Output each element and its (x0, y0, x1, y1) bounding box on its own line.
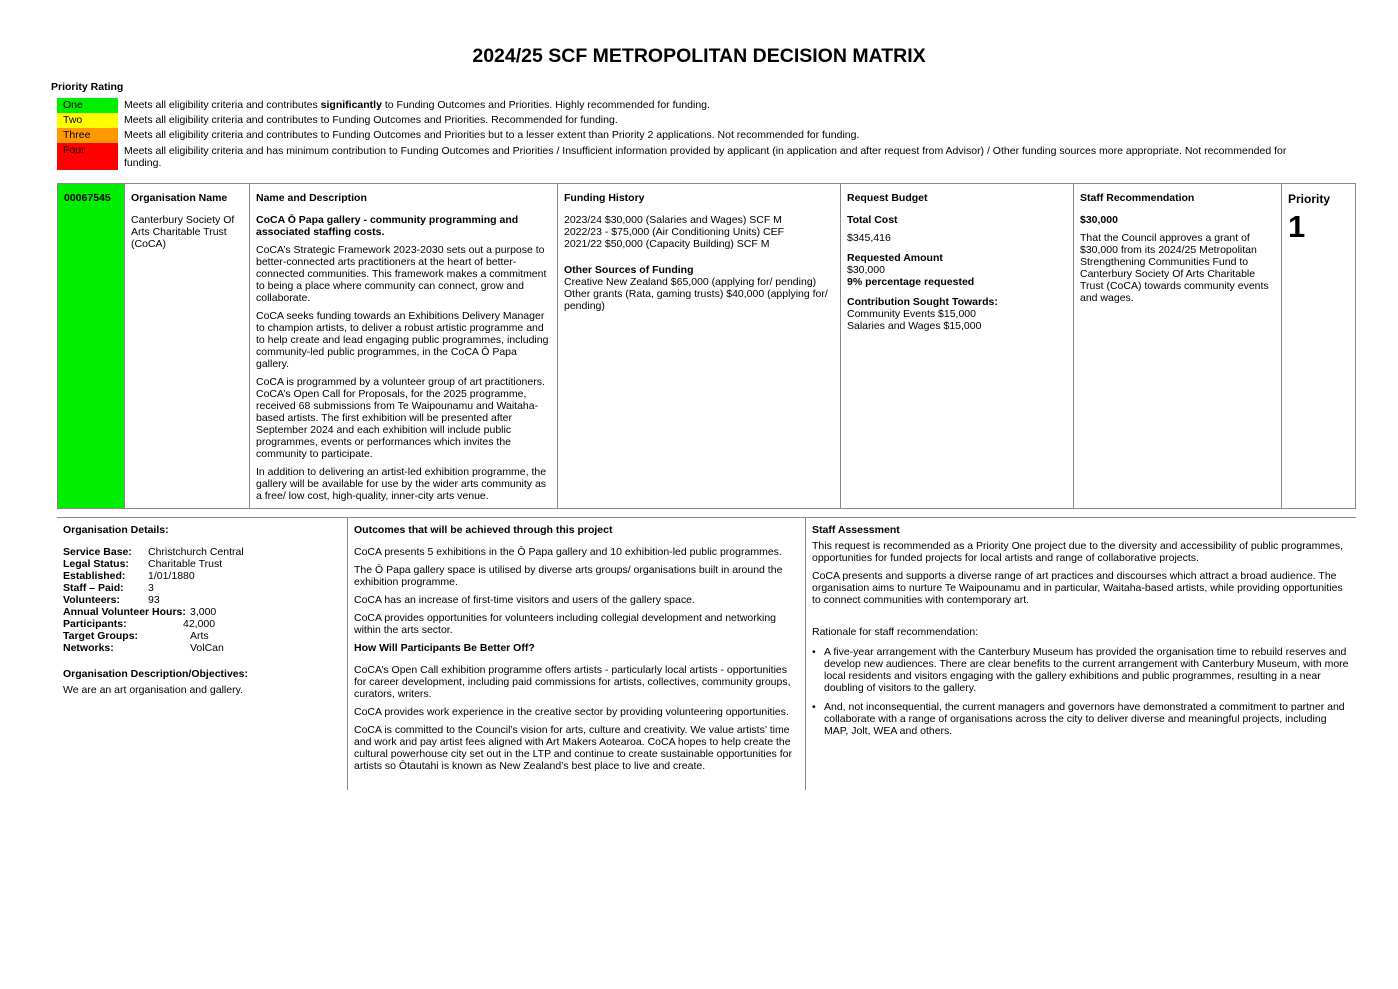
requested-amount-value: $30,000 (847, 264, 885, 276)
organisation-details-column (57, 518, 348, 790)
detail-label: Service Base: (63, 546, 132, 558)
detail-label: Volunteers: (63, 594, 120, 606)
other-source-item: Other grants (Rata, gaming trusts) $40,000 (applying for/ pending) (564, 288, 828, 312)
details-section (57, 518, 1356, 790)
project-title: CoCA Ō Papa gallery - community programming and associated staffing costs. (256, 214, 519, 238)
priority-cell (1282, 184, 1355, 508)
description-cell (250, 184, 558, 508)
priority-desc-four: Meets all eligibility criteria and has minimum contribution to Funding Outcomes and Priorities / Insufficient information provided by applicant (in application and after request from Advisor) / Other funding sources more appropriate. Not recommended for funding. (124, 145, 1287, 169)
outcome-item: CoCA provides opportunities for volunteers including collegial development and networking within the arts sector. (354, 612, 776, 636)
page-title: 2024/25 SCF METROPOLITAN DECISION MATRIX (472, 45, 926, 67)
detail-label: Established: (63, 570, 126, 582)
priority-value: 1 (1288, 209, 1306, 244)
detail-value: VolCan (190, 642, 224, 654)
funding-history-cell (558, 184, 841, 508)
assessment-paragraph: This request is recommended as a Priority One project due to the diversity and accessibility of public programmes, opportunities for funded projects for local artists and range of collaborative projects. (812, 540, 1344, 564)
detail-value: Charitable Trust (148, 558, 223, 570)
outcome-item: CoCA has an increase of first-time visitors and users of the gallery space. (354, 594, 695, 606)
participants-heading: How Will Participants Be Better Off? (354, 642, 535, 654)
participant-item: CoCA’s Open Call exhibition programme offers artists - particularly local artists - opportunities for career development, including paid commissions for artists, collectives, community groups, curators, writers. (354, 664, 791, 700)
contribution-item: Community Events $15,000 (847, 308, 976, 320)
rationale-item: • A five-year arrangement with the Canterbury Museum has provided the organisation time to rebuild reserves and develop new audiences. There are clear benefits to the current arrangement with Canterbury Museum, with more local residents and visitors engaging with the gallery exhibitions and public programmes, resulting in a near doubling of visitors to the gallery. (824, 646, 1350, 694)
detail-row (63, 606, 341, 618)
objectives-text: We are an art organisation and gallery. (63, 684, 243, 696)
detail-row (63, 594, 341, 606)
staff-recommendation-text: That the Council approves a grant of $30,000 from its 2024/25 Metropolitan Strengthening Communities Fund to Canterbury Society Of Arts Charitable Trust (CoCA) towards community events and wages. (1080, 232, 1269, 304)
percentage-requested: 9% percentage requested (847, 276, 975, 288)
detail-row (63, 642, 341, 654)
application-id-cell (58, 184, 125, 508)
detail-value: Christchurch Central (148, 546, 244, 558)
total-cost-value: $345,416 (847, 232, 891, 244)
staff-recommendation-cell (1074, 184, 1282, 508)
detail-label: Networks: (63, 642, 114, 654)
detail-value: 3 (148, 582, 154, 594)
rationale-item: • And, not inconsequential, the current managers and governors have demonstrated a commitment to partner and collaborate with a range of organisations across the city to deliver diverse and meaningful projects, including MAP, Jolt, WEA and others. (824, 701, 1350, 737)
description-heading: Name and Description (256, 192, 367, 204)
detail-row (63, 570, 341, 582)
detail-label: Annual Volunteer Hours: (63, 606, 186, 618)
priority-desc-two: Meets all eligibility criteria and contributes to Funding Outcomes and Priorities. Recommended for funding. (124, 114, 618, 126)
detail-row (63, 558, 341, 570)
detail-row (63, 630, 341, 642)
priority-rating-row-four (57, 143, 1314, 170)
total-cost-label: Total Cost (847, 214, 898, 226)
contribution-label: Contribution Sought Towards: (847, 296, 998, 308)
participant-item: CoCA is committed to the Council’s vision for arts, culture and creativity. We value artists’ time and work and pay artist fees aligned with Art Makers Aotearoa. CoCA hopes to help create the cultural powerhouse city set out in the LTP and continue to create sustainable opportunities for artists so Ōtautahi is known as New Zealand’s best place to live and create. (354, 724, 792, 772)
priority-rating-row-two (57, 113, 1314, 128)
detail-value: 93 (148, 594, 160, 606)
detail-row (63, 618, 341, 630)
request-budget-heading: Request Budget (847, 192, 928, 204)
contribution-item: Salaries and Wages $15,000 (847, 320, 982, 332)
application-table (57, 183, 1356, 509)
outcomes-heading: Outcomes that will be achieved through this project (354, 524, 613, 536)
detail-label: Staff – Paid: (63, 582, 124, 594)
organisation-details-heading: Organisation Details: (63, 524, 169, 536)
funding-history-item: 2023/24 $30,000 (Salaries and Wages) SCF M (564, 214, 782, 226)
rationale-heading: Rationale for staff recommendation: (812, 626, 979, 638)
description-paragraph: In addition to delivering an artist-led exhibition programme, the gallery will be available for use by the wider arts community as a free/ low cost, high-quality, inner-city arts venue. (256, 466, 547, 502)
priority-swatch-two: Two (57, 113, 118, 128)
detail-value: Arts (190, 630, 209, 642)
other-sources-heading: Other Sources of Funding (564, 264, 694, 276)
detail-label: Legal Status: (63, 558, 129, 570)
priority-swatch-four: Four (57, 143, 118, 170)
priority-swatch-one: One (57, 98, 118, 113)
organisation-name: Canterbury Society Of Arts Charitable Trust (CoCA) (131, 214, 235, 250)
funding-history-item: 2021/22 $50,000 (Capacity Building) SCF M (564, 238, 770, 250)
staff-recommendation-heading: Staff Recommendation (1080, 192, 1195, 204)
priority-rating-heading: Priority Rating (51, 81, 124, 93)
staff-recommendation-amount: $30,000 (1080, 214, 1118, 226)
application-id: 00067545 (64, 192, 111, 204)
priority-swatch-three: Three (57, 128, 118, 143)
priority-rating-row-three (57, 128, 1314, 143)
outcome-item: CoCA presents 5 exhibitions in the Ō Papa gallery and 10 exhibition-led public programmes. (354, 546, 782, 558)
funding-history-item: 2022/23 - $75,000 (Air Conditioning Units) CEF (564, 226, 785, 238)
participant-item: CoCA provides work experience in the creative sector by providing volunteering opportunities. (354, 706, 789, 718)
outcome-item: The Ō Papa gallery space is utilised by diverse arts groups/ organisations built in around the exhibition programme. (354, 564, 783, 588)
outcomes-column (348, 518, 806, 790)
request-budget-cell (841, 184, 1074, 508)
other-source-item: Creative New Zealand $65,000 (applying for/ pending) (564, 276, 817, 288)
detail-value: 42,000 (183, 618, 216, 630)
detail-label: Target Groups: (63, 630, 139, 642)
detail-value: 1/01/1880 (148, 570, 195, 582)
organisation-cell (125, 184, 250, 508)
assessment-paragraph: CoCA presents and supports a diverse range of art practices and discourses which attract a broad audience. The organisation aims to nurture Te Waipounamu and in particular, Waitaha-based artists, while providing opportunities to connect communities with contemporary art. (812, 570, 1343, 606)
priority-desc-one: Meets all eligibility criteria and contributes significantly to Funding Outcomes and Priorities. Highly recommended for funding. (124, 99, 710, 111)
priority-desc-three: Meets all eligibility criteria and contributes to Funding Outcomes and Priorities but to a lesser extent than Priority 2 applications. Not recommended for funding. (124, 129, 860, 141)
detail-value: 3,000 (190, 606, 217, 618)
description-paragraph: CoCA seeks funding towards an Exhibitions Delivery Manager to champion artists, to deliver a robust artistic programme and to help create and lead engaging public programmes, including community-led public programmes, in the CoCA Ō Papa gallery. (256, 310, 549, 370)
detail-row (63, 582, 341, 594)
requested-amount-label: Requested Amount (847, 252, 943, 264)
description-paragraph: CoCA is programmed by a volunteer group of art practitioners. CoCA’s Open Call for Proposals, for the 2025 programme, received 68 submissions from Te Waipounamu and Waitaha-based artists. The first exhibition will be presented after September 2024 and each exhibition will include public programmes, events or performances which invites the community to participate. (256, 376, 545, 460)
detail-label: Participants: (63, 618, 127, 630)
rationale-list (812, 646, 1350, 737)
priority-heading: Priority (1288, 192, 1331, 206)
staff-assessment-column (806, 518, 1356, 790)
priority-rating-row-one (57, 98, 1314, 113)
organisation-heading: Organisation Name (131, 192, 228, 204)
staff-assessment-heading: Staff Assessment (812, 524, 900, 536)
funding-history-heading: Funding History (564, 192, 645, 204)
description-paragraph: CoCA’s Strategic Framework 2023-2030 sets out a purpose to better-connected arts practitioners at the heart of better-connected communities. This framework makes a commitment to being a place where community can connect, grow and collaborate. (256, 244, 547, 304)
objectives-heading: Organisation Description/Objectives: (63, 668, 248, 680)
detail-row (63, 546, 341, 558)
